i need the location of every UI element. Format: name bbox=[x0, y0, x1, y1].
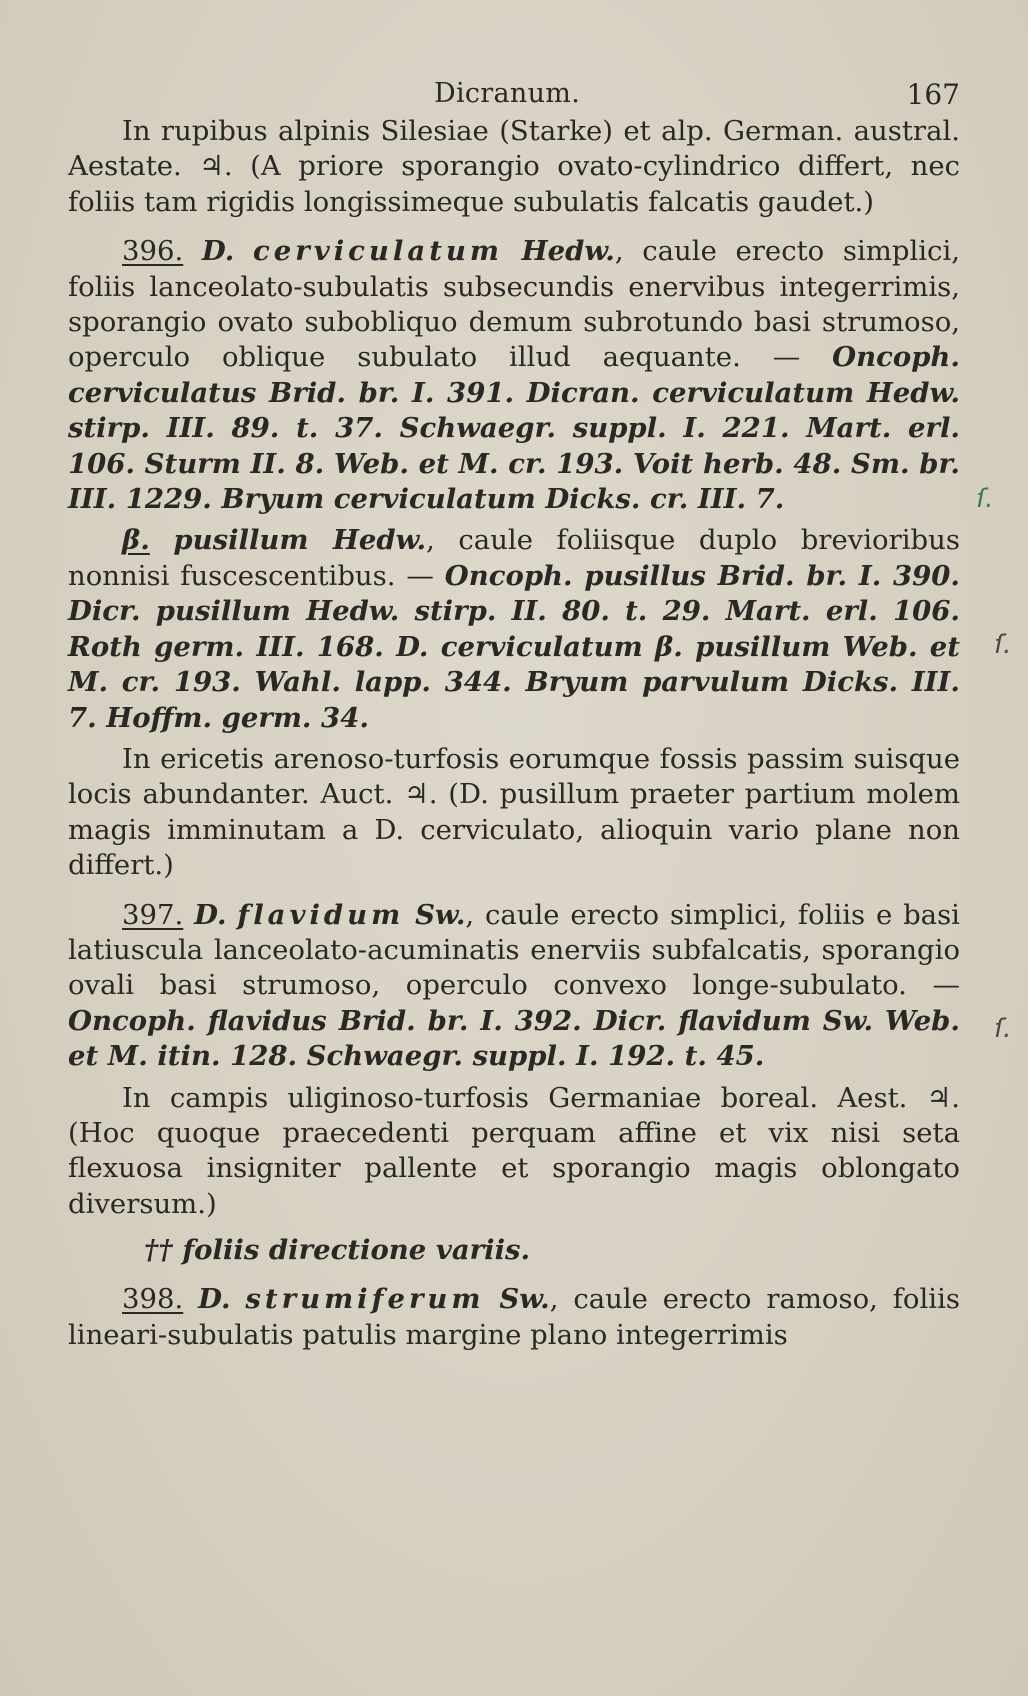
habitat-397: In campis uliginoso-turfosis Germaniae boreal. Aest. ♃. (Hoc quoque praecedenti perquam affine et vix nisi seta flexuosa insigniter pallente et sporangio magis oblongato diversum.) bbox=[68, 1081, 960, 1220]
variety-references: Oncoph. pusillus Brid. br. I. 390. Dicr. pusillum Hedw. stirp. II. 80. t. 29. Mart. erl. 106. Roth germ. III. 168. D. cerviculatum β. pusillum Web. et M. cr. 193. Wahl. lapp. 344. Bryum parvulum Dicks. III. 7. Hoffm. germ. 34. bbox=[68, 559, 960, 734]
running-title: Dicranum. bbox=[434, 78, 581, 109]
species-name: cerviculatum bbox=[253, 235, 503, 268]
book-page bbox=[68, 70, 960, 1353]
paragraph-preceding-habitat: In rupibus alpinis Silesiae (Starke) et alp. German. austral. Aestate. ♃. (A priore sporangio ovato-cylindrico differt, nec foliis tam rigidis longissimeque subulatis falcatis gaudet.) bbox=[68, 115, 960, 218]
genus-abbrev: D. bbox=[198, 1283, 231, 1316]
diagnosis: , caule erecto simplici, foliis lanceolato-subulatis subsecundis enervibus integerrimis, sporangio ovato subobliquo demum subrotundo basi strumoso, operculo oblique subulato illud aequante. — bbox=[68, 235, 960, 374]
synonymy-references: Oncoph. cerviculatus Brid. br. I. 391. Dicran. cerviculatum Hedw. stirp. III. 89. t. 37. Schwaegr. suppl. I. 221. Mart. erl. 106. Sturm II. 8. Web. et M. cr. 193. Voit herb. 48. Sm. br. III. 1229. Bryum cerviculatum Dicks. cr. III. 7. bbox=[68, 341, 960, 516]
variety-diagnosis: , caule foliisque duplo brevioribus nonnisi fuscescentibus. — bbox=[68, 524, 960, 592]
section-heading: †† foliis directione variis. bbox=[144, 1234, 531, 1267]
entry-number: 396. bbox=[122, 235, 184, 268]
species-name: flavidum bbox=[237, 898, 405, 931]
running-header bbox=[68, 70, 960, 114]
page-number: 167 bbox=[906, 78, 960, 111]
author-abbrev: Hedw. bbox=[521, 235, 615, 268]
genus-abbrev: D. bbox=[194, 898, 227, 931]
margin-annotation-green: ſ. bbox=[976, 484, 994, 514]
genus-abbrev: D. bbox=[201, 235, 235, 268]
entry-396 bbox=[68, 234, 960, 517]
author-abbrev: Sw. bbox=[499, 1283, 550, 1316]
margin-annotation: ſ. bbox=[994, 630, 1012, 660]
habitat-396: In ericetis arenoso-turfosis eorumque fossis passim suisque locis abundanter. Auct. ♃. (D. pusillum praeter partium molem magis imminutam a D. cerviculato, alioquin vario plane non differt.) bbox=[68, 742, 960, 882]
author-abbrev: Sw. bbox=[415, 898, 466, 931]
entry-398 bbox=[68, 1282, 960, 1353]
synonymy-references: Oncoph. flavidus Brid. br. I. 392. Dicr. flavidum Sw. Web. et M. itin. 128. Schwaegr. suppl. I. 192. t. 45. bbox=[68, 1004, 960, 1073]
diagnosis: , caule erecto ramoso, foliis lineari-subulatis patulis margine plano integerrimis bbox=[68, 1283, 960, 1351]
entry-397 bbox=[68, 898, 960, 1075]
variety-beta bbox=[68, 523, 960, 735]
variety-name: pusillum Hedw. bbox=[173, 524, 427, 557]
margin-annotation: ſ. bbox=[994, 1014, 1012, 1044]
diagnosis: , caule erecto simplici, foliis e basi latiuscula lanceolato-acuminatis enerviis subfalcatis, sporangio ovali basi strumoso, operculo convexo longe-subulato. — bbox=[68, 898, 960, 1002]
species-name: strumiferum bbox=[245, 1283, 485, 1316]
entry-number: 397. bbox=[122, 898, 184, 931]
variety-label: β. bbox=[122, 524, 150, 557]
entry-number: 398. bbox=[122, 1283, 184, 1316]
